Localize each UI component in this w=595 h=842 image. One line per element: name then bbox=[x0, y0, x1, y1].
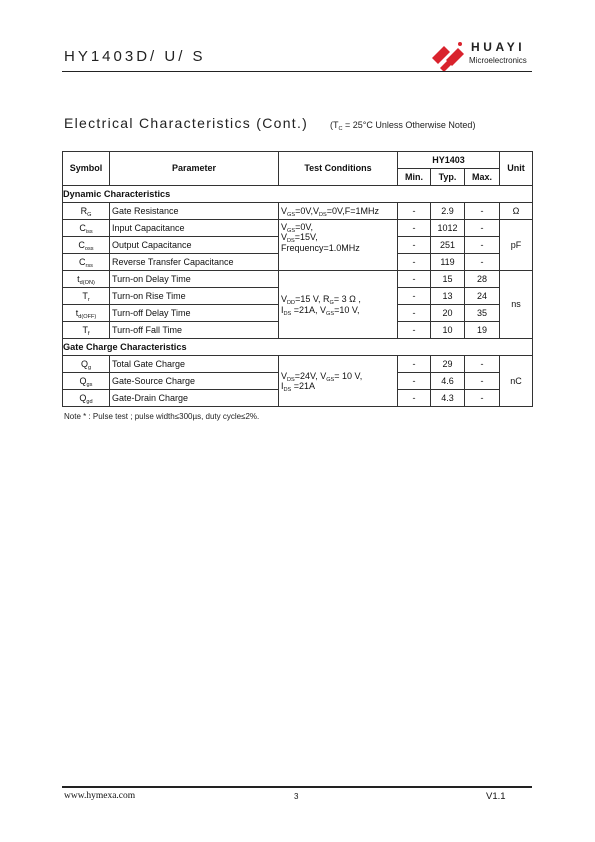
min-cell: - bbox=[398, 288, 431, 305]
typ-cell: 4.6 bbox=[431, 373, 465, 390]
logo-wordmark: HUAYI bbox=[471, 40, 526, 54]
parameter-cell: Turn-off Delay Time bbox=[110, 305, 279, 322]
max-cell: - bbox=[465, 203, 500, 220]
parameter-cell: Turn-on Delay Time bbox=[110, 271, 279, 288]
parameter-cell: Output Capacitance bbox=[110, 237, 279, 254]
min-cell: - bbox=[398, 322, 431, 339]
parameter-cell: Total Gate Charge bbox=[110, 356, 279, 373]
symbol-cell: $R_G$ bbox=[63, 203, 110, 220]
typ-cell: 251 bbox=[431, 237, 465, 254]
test-condition-cell: $V_{DS}=24V$, $V_{GS}= 10$ V, $I_{DS} =21A$ bbox=[279, 356, 398, 407]
min-cell: - bbox=[398, 254, 431, 271]
huayi-logo-icon bbox=[430, 38, 470, 72]
min-cell: - bbox=[398, 356, 431, 373]
footer-divider bbox=[62, 786, 532, 788]
page-number: 3 bbox=[294, 792, 299, 801]
symbol-cell: $C_{rss}$ bbox=[63, 254, 110, 271]
unit-cell: ns bbox=[500, 271, 533, 339]
parameter-cell: Reverse Transfer Capacitance bbox=[110, 254, 279, 271]
version-label: V1.1 bbox=[486, 791, 506, 802]
section-label: Gate Charge Characteristics bbox=[63, 339, 533, 356]
test-condition-cell: $V_{GS}=0V$, $V_{DS}=15V$, Frequency=1.0MHz bbox=[279, 220, 398, 271]
max-cell: - bbox=[465, 220, 500, 237]
parameter-cell: Turn-off Fall Time bbox=[110, 322, 279, 339]
max-cell: - bbox=[465, 237, 500, 254]
header-max: Max. bbox=[465, 169, 500, 186]
symbol-cell: $C_{oss}$ bbox=[63, 237, 110, 254]
electrical-characteristics-table bbox=[62, 151, 533, 407]
min-cell: - bbox=[398, 203, 431, 220]
table-header-row bbox=[63, 152, 533, 169]
unit-cell: Ω bbox=[500, 203, 533, 220]
table-row bbox=[63, 356, 533, 373]
test-condition-cell: $V_{GS}=0V,V_{DS}=0V,F=1MHz$ bbox=[279, 203, 398, 220]
section-row-dynamic bbox=[63, 186, 533, 203]
min-cell: - bbox=[398, 271, 431, 288]
symbol-cell: $C_{iss}$ bbox=[63, 220, 110, 237]
section-label: Dynamic Characteristics bbox=[63, 186, 533, 203]
typ-cell: 20 bbox=[431, 305, 465, 322]
pulse-test-note: Note * : Pulse test ; pulse width≤300µs, duty cycle≤2%. bbox=[64, 412, 260, 421]
typ-cell: 29 bbox=[431, 356, 465, 373]
parameter-cell: Gate Resistance bbox=[110, 203, 279, 220]
typ-cell: 119 bbox=[431, 254, 465, 271]
symbol-cell: $t_{d(ON)}$ bbox=[63, 271, 110, 288]
typ-cell: 2.9 bbox=[431, 203, 465, 220]
min-cell: - bbox=[398, 237, 431, 254]
max-cell: 28 bbox=[465, 271, 500, 288]
section-condition: ($T_C = 25^\circ C$ Unless Otherwise Noted) bbox=[330, 120, 476, 132]
symbol-cell: $Q_{gs}$ bbox=[63, 373, 110, 390]
header-unit: Unit bbox=[500, 152, 533, 186]
typ-cell: 4.3 bbox=[431, 390, 465, 407]
symbol-cell: $Q_{gd}$ bbox=[63, 390, 110, 407]
parameter-cell: Gate-Drain Charge bbox=[110, 390, 279, 407]
part-number-title: HY1403D/ U/ S bbox=[64, 48, 206, 65]
symbol-cell: $Q_g$ bbox=[63, 356, 110, 373]
header-typ: Typ. bbox=[431, 169, 465, 186]
typ-cell: 13 bbox=[431, 288, 465, 305]
header-parameter: Parameter bbox=[110, 152, 279, 186]
min-cell: - bbox=[398, 373, 431, 390]
max-cell: - bbox=[465, 373, 500, 390]
table-row bbox=[63, 220, 533, 237]
section-row-gate-charge bbox=[63, 339, 533, 356]
section-heading: Electrical Characteristics (Cont.) bbox=[64, 115, 309, 131]
typ-cell: 15 bbox=[431, 271, 465, 288]
unit-cell: nC bbox=[500, 356, 533, 407]
max-cell: 19 bbox=[465, 322, 500, 339]
symbol-cell: $t_{d(OFF)}$ bbox=[63, 305, 110, 322]
parameter-cell: Turn-on Rise Time bbox=[110, 288, 279, 305]
min-cell: - bbox=[398, 305, 431, 322]
logo-subtitle: Microelectronics bbox=[469, 56, 527, 65]
header-divider bbox=[62, 71, 532, 72]
typ-cell: 10 bbox=[431, 322, 465, 339]
max-cell: - bbox=[465, 356, 500, 373]
test-condition-cell: $V_{DD}=15$ V, $R_G= 3$ Ω , $I_{DS} =21A$, $V_{GS}=10$ V, bbox=[279, 271, 398, 339]
min-cell: - bbox=[398, 220, 431, 237]
header-min: Min. bbox=[398, 169, 431, 186]
max-cell: - bbox=[465, 254, 500, 271]
table-row bbox=[63, 203, 533, 220]
unit-cell: pF bbox=[500, 220, 533, 271]
header-symbol: Symbol bbox=[63, 152, 110, 186]
max-cell: 35 bbox=[465, 305, 500, 322]
max-cell: 24 bbox=[465, 288, 500, 305]
header-device: HY1403 bbox=[398, 152, 500, 169]
table-row bbox=[63, 271, 533, 288]
header-test-conditions: Test Conditions bbox=[279, 152, 398, 186]
typ-cell: 1012 bbox=[431, 220, 465, 237]
parameter-cell: Gate-Source Charge bbox=[110, 373, 279, 390]
symbol-cell: $T_r$ bbox=[63, 288, 110, 305]
symbol-cell: $T_f$ bbox=[63, 322, 110, 339]
min-cell: - bbox=[398, 390, 431, 407]
parameter-cell: Input Capacitance bbox=[110, 220, 279, 237]
footer-website-link[interactable]: www.hymexa.com bbox=[64, 791, 136, 801]
max-cell: - bbox=[465, 390, 500, 407]
